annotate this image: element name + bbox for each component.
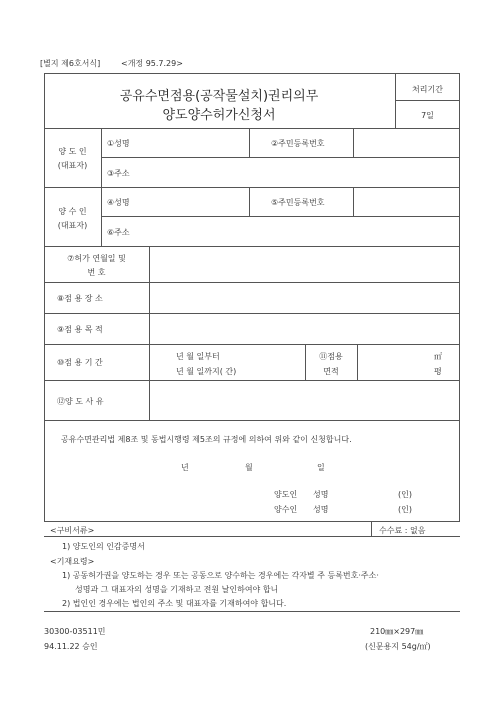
- processing-period-value: 7일: [421, 111, 434, 120]
- area-label-2: 면적: [323, 367, 339, 376]
- paper-size: 210㎜×297㎜: [370, 627, 424, 636]
- occupancy-period-label: ⑩점 용 기 간: [57, 358, 103, 367]
- form-title-line2: 양도양수허가신청서: [162, 108, 276, 123]
- row-line: [101, 157, 460, 158]
- transferee-rep-label: (대표자): [57, 221, 88, 230]
- guide-title: <기재요령>: [50, 557, 95, 566]
- col-line: [353, 128, 354, 157]
- row-line: [101, 216, 460, 217]
- row-line: [44, 420, 460, 421]
- row-line: [44, 282, 460, 283]
- required-docs-title: <구비서류>: [50, 526, 95, 535]
- form-number: [별지 제6호서식]: [40, 59, 101, 68]
- paper-spec: (신문용지 54g/㎡): [365, 642, 431, 651]
- transferor-name-label: ①성명: [107, 139, 130, 148]
- permit-date-label: ⑦허가 연월일 및: [67, 254, 126, 263]
- occupancy-purpose-label: ⑨점 용 목 적: [57, 325, 103, 334]
- date-year: 년: [181, 463, 189, 472]
- signer2-role: 양수인: [274, 505, 298, 514]
- row-line: [44, 128, 460, 129]
- col-line: [353, 187, 354, 216]
- application-statement: 공유수면관리법 제8조 및 동법시행령 제5조의 규정에 의하여 위와 같이 신청합니다.: [61, 435, 352, 444]
- outer-border-bottom: [44, 521, 460, 522]
- row-line: [44, 380, 460, 381]
- col-line: [249, 128, 250, 157]
- date-month: 월: [245, 463, 253, 472]
- row-line: [44, 313, 460, 314]
- transferor-reg-label: ②주민등록번호: [271, 139, 325, 148]
- period-to: 년 월 일까지( 간): [176, 367, 237, 376]
- fee-divider: [371, 521, 372, 536]
- transferor-addr-label: ③주소: [107, 169, 130, 178]
- fee-note: 수수료 : 없음: [379, 526, 426, 535]
- area-unit-pyeong: 평: [434, 367, 442, 376]
- outer-border-left: [44, 73, 45, 521]
- area-label: ⑪점용: [319, 352, 343, 361]
- transferor-label: 양 도 인: [58, 147, 87, 156]
- transferor-rep-label: (대표자): [57, 161, 88, 170]
- form-code: 30300-03511민: [44, 627, 106, 636]
- occupancy-place-label: ⑧점 용 장 소: [57, 294, 103, 303]
- transferee-label: 양 수 인: [58, 207, 87, 216]
- outer-border-top: [44, 73, 460, 74]
- approval-date: 94.11.22 승인: [44, 642, 98, 651]
- signer1-seal: (인): [398, 490, 412, 499]
- docs-header-line: [44, 536, 460, 537]
- period-from: 년 월 일부터: [176, 352, 220, 361]
- guide-item-1: 1) 공동허가권을 양도하는 경우 또는 공동으로 양수하는 경우에는 각자별 주 등록번호·주소·: [62, 571, 379, 580]
- row-line: [44, 344, 460, 345]
- area-unit-m2: ㎡: [434, 352, 442, 361]
- col-line: [249, 187, 250, 216]
- transferee-name-label: ④성명: [107, 198, 130, 207]
- transfer-reason-label: ⑫양 도 사 유: [57, 397, 104, 406]
- required-doc-1: 1) 양도인의 인감증명서: [62, 542, 145, 551]
- guide-item-1-cont: 성명과 그 대표자의 성명을 기재하고 전원 날인하여야 합니: [75, 585, 279, 594]
- col-line: [357, 344, 358, 380]
- proc-mid-line: [395, 100, 460, 101]
- row-line: [44, 187, 460, 188]
- col-line: [149, 246, 150, 420]
- form-title-line1: 공유수면점용(공작물설치)권리의무: [119, 89, 319, 104]
- guide-item-2: 2) 법인인 경우에는 법인의 주소 및 대표자를 기재하여야 합니다.: [62, 599, 287, 608]
- signer1-name-label: 성명: [313, 490, 329, 499]
- signer2-name-label: 성명: [313, 505, 329, 514]
- signer1-role: 양도인: [274, 490, 298, 499]
- transferee-addr-label: ⑥주소: [107, 228, 130, 237]
- row-line: [44, 246, 460, 247]
- transferee-reg-label: ⑤주민등록번호: [271, 198, 325, 207]
- permit-number-label: 번 호: [87, 268, 106, 277]
- col-line: [101, 128, 102, 246]
- signer2-seal: (인): [398, 505, 412, 514]
- processing-period-label: 처리기간: [412, 85, 443, 94]
- date-day: 일: [317, 463, 325, 472]
- revision-note: <개정 95.7.29>: [121, 59, 183, 68]
- docs-bottom-line: [44, 611, 460, 612]
- outer-border-right: [459, 73, 460, 521]
